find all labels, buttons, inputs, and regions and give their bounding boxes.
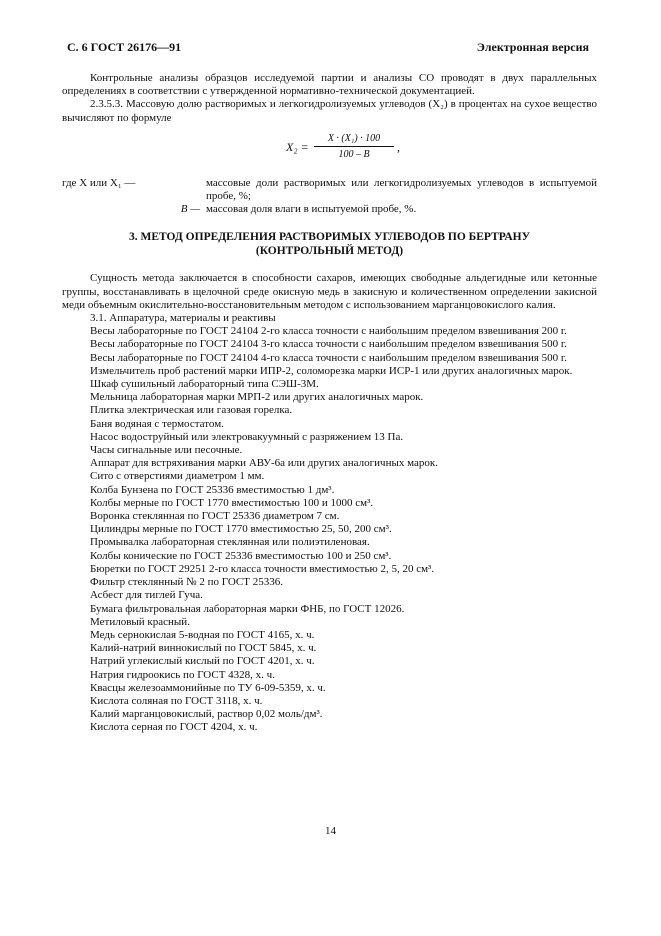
list-item: Бумага фильтровальная лабораторная марки ФНБ, по ГОСТ 12026. <box>90 602 405 615</box>
list-item: Колба Бунзена по ГОСТ 25336 вместимостью 1 дм³. <box>90 483 335 496</box>
equipment-list <box>62 378 597 734</box>
formula-x2 <box>62 130 597 172</box>
list-item: Калий марганцовокислый, раствор 0,02 моль/дм³. <box>90 708 323 721</box>
list-item: Фильтр стеклянный № 2 по ГОСТ 25336. <box>90 576 283 589</box>
where-label-x: где X или X₁ — <box>62 176 136 189</box>
list-item: Весы лабораторные по ГОСТ 24104 2-го класса точности с наибольшим пределом взвешивания 200 г. <box>90 325 567 338</box>
subsection-title: 3.1. Аппаратура, материалы и реактивы <box>90 312 276 325</box>
header-version: Электронная версия <box>476 40 589 54</box>
list-item: Цилиндры мерные по ГОСТ 1770 вместимостью 25, 50, 200 см³. <box>90 523 392 536</box>
list-item: Весы лабораторные по ГОСТ 24104 3-го класса точности с наибольшим пределом взвешивания 500 г. <box>90 338 567 351</box>
list-item: Баня водяная с термостатом. <box>90 417 224 430</box>
section-heading <box>62 230 597 258</box>
list-item: Воронка стеклянная по ГОСТ 25336 диаметром 7 см. <box>90 510 340 523</box>
list-item: Метиловый красный. <box>90 615 190 628</box>
list-item: Кислота соляная по ГОСТ 3118, х. ч. <box>90 694 263 707</box>
section-heading-line1: 3. МЕТОД ОПРЕДЕЛЕНИЯ РАСТВОРИМЫХ УГЛЕВОДОВ ПО БЕРТРАНУ <box>128 231 531 244</box>
formula-numerator: X · (X₁) · 100 <box>314 132 394 147</box>
list-item: Сито с отверстиями диаметром 1 мм. <box>90 470 265 483</box>
list-item: Квасцы железоаммонийные по ТУ 6-09-5359, х. ч. <box>90 681 326 694</box>
paragraph-control-analyses: Контрольные анализы образцов исследуемой партии и анализы СО проводят в двух параллельных определениях в соответствии с утвержденной нормативно-технической документацией. <box>62 72 597 98</box>
list-item: Асбест для тиглей Гуча. <box>90 589 203 602</box>
header-doc-ref: С. 6 ГОСТ 26176—91 <box>67 40 182 54</box>
where-text-b: массовая доля влаги в испытуемой пробе, %. <box>206 203 417 216</box>
list-item: Натрия гидроокись по ГОСТ 4328, х. ч. <box>90 668 275 681</box>
list-item: Медь сернокислая 5-водная по ГОСТ 4165, х. ч. <box>90 628 315 641</box>
list-item: Шкаф сушильный лабораторный типа СЭШ-3М. <box>90 378 319 391</box>
list-item: Плитка электрическая или газовая горелка. <box>90 404 293 417</box>
list-item: Бюретки по ГОСТ 29251 2-го класса точности вместимостью 2, 5, 20 см³. <box>90 562 435 575</box>
formula-comma: , <box>397 139 400 154</box>
where-label-b: B — <box>180 203 200 216</box>
list-item: Насос водоструйный или электровакуумный с разряжением 13 Па. <box>90 430 404 443</box>
page-content <box>62 72 597 735</box>
list-item: Весы лабораторные по ГОСТ 24104 4-го класса точности с наибольшим пределом взвешивания 500 г. <box>90 351 567 364</box>
list-item: Колбы конические по ГОСТ 25336 вместимостью 100 и 250 см³. <box>90 549 392 562</box>
list-item: Мельница лабораторная марки МРП-2 или других аналогичных марок. <box>90 391 424 404</box>
paragraph-formula-intro: 2.3.5.3. Массовую долю растворимых и легкогидролизуемых углеводов (X₂) в процентах на сухое вещество вычисляют по формуле <box>62 98 597 124</box>
list-item: Колбы мерные по ГОСТ 1770 вместимостью 100 и 1000 см³. <box>90 496 374 509</box>
list-item: Часы сигнальные или песочные. <box>90 444 243 457</box>
formula-denominator: 100 – B <box>338 149 370 161</box>
section-heading-line2: (КОНТРОЛЬНЫЙ МЕТОД) <box>255 245 404 258</box>
formula-lhs: X₂ = <box>286 139 309 154</box>
list-item: Промывалка лабораторная стеклянная или полиэтиленовая. <box>90 536 370 549</box>
page-number: 14 <box>325 825 336 837</box>
paragraph-method-essence: Сущность метода заключается в способности сахаров, имеющих свободные альдегидные или кетонные группы, восстанавливать в щелочной среде окисную медь в закисную и количественном определении закисной меди объемным окислительно-восстановительным методом с использованием марганцовокислого калия. <box>62 272 597 311</box>
list-item: Измельчитель проб растений марки ИПР-2, соломорезка марки ИСР-1 или других аналогичных марок. <box>90 364 573 377</box>
list-item: Калий-натрий виннокислый по ГОСТ 5845, х. ч. <box>90 642 317 655</box>
where-row-b <box>62 203 597 216</box>
list-item: Аппарат для встряхивания марки АВУ-6а или других аналогичных марок. <box>90 457 438 470</box>
formula-fraction <box>314 132 394 161</box>
list-item: Натрий углекислый кислый по ГОСТ 4201, х. ч. <box>90 655 315 668</box>
where-row-x <box>62 177 597 203</box>
where-text-x: массовые доли растворимых или легкогидролизуемых углеводов в испытуемой пробе, %; <box>206 176 597 203</box>
list-item: Кислота серная по ГОСТ 4204, х. ч. <box>90 721 258 734</box>
